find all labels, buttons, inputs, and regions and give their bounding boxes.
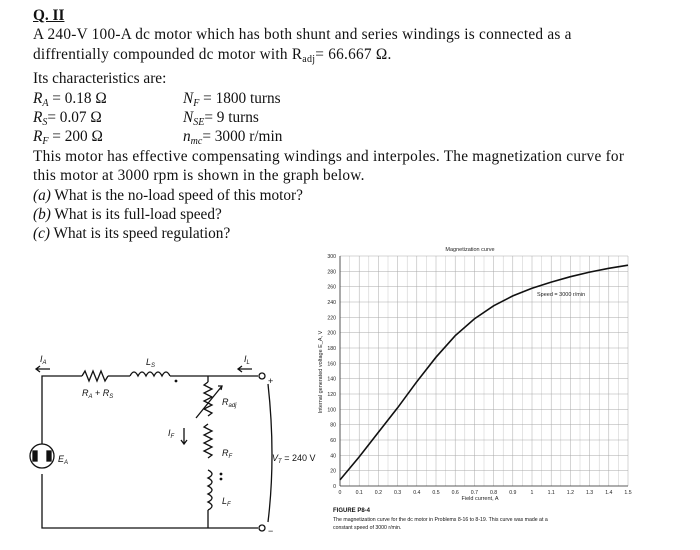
chart-title: Magnetization curve	[445, 247, 495, 253]
plus-terminal-label: +	[268, 376, 274, 386]
param-ra: $R_A = 0.18$ Ω	[33, 89, 107, 109]
if-label: $I_F$	[168, 428, 175, 440]
y-tick-label: 280	[327, 269, 336, 276]
y-tick-label: 20	[330, 468, 336, 475]
characteristics-label: Its characteristics are:	[33, 70, 167, 88]
minus-terminal-label: −	[268, 526, 274, 536]
figure-caption-line-1: The magnetization curve for the dc motor in Problems 8-16 to 8-19. This curve was made at a	[333, 517, 548, 523]
y-tick-label: 180	[327, 346, 336, 352]
param-rf: $R_F = 200$ Ω	[33, 128, 103, 148]
x-tick-label: 1.4	[605, 490, 613, 496]
x-tick-label: 0	[338, 490, 342, 496]
ia-label: $I_A$	[40, 354, 47, 366]
resistors-label: $R_A + R_S$	[82, 388, 114, 400]
x-tick-label: 1.2	[566, 490, 575, 496]
figure-caption-title: FIGURE P8-4	[333, 508, 371, 514]
chart-ylabel: Internal generated voltage E_A, V	[318, 330, 324, 414]
x-tick-label: 0.1	[355, 490, 363, 496]
ea-label: $E_A$	[58, 454, 69, 466]
param-rs: $R_S= 0.07$ Ω	[33, 109, 102, 129]
y-tick-label: 100	[327, 407, 336, 414]
x-tick-label: 0.8	[489, 490, 498, 496]
y-tick-label: 60	[330, 438, 336, 444]
y-tick-label: 300	[327, 254, 336, 260]
x-tick-label: 0.3	[393, 490, 402, 496]
y-tick-label: 200	[327, 330, 336, 337]
intro-line-2-text: diffrentially compounded dc motor with R	[33, 45, 303, 63]
body-line-1: This motor has effective compensating windings and interpoles. The magnetization curve for	[33, 147, 625, 165]
x-tick-label: 0.7	[470, 490, 479, 496]
intro-line-1: A 240-V 100-A dc motor which has both shunt and series windings is connected as a	[33, 26, 572, 44]
ls-label: $L_S$	[146, 357, 156, 369]
y-tick-label: 260	[327, 284, 336, 291]
chart-grid	[340, 256, 628, 486]
y-tick-label: 220	[327, 315, 336, 322]
x-tick-label: 0.6	[451, 490, 459, 496]
vt-label: $V_T = 240$ V	[272, 453, 316, 465]
x-tick-label: 0.9	[509, 490, 517, 496]
radj-value: = 66.667 Ω.	[315, 45, 392, 63]
lf-label: $L_F$	[222, 496, 231, 508]
x-tick-label: 0.2	[374, 490, 383, 496]
y-tick-label: 160	[327, 361, 336, 368]
x-tick-label: 1.5	[624, 490, 632, 496]
il-label: $I_L$	[244, 354, 250, 366]
part-c: (c) What is its speed regulation?	[33, 225, 231, 243]
x-tick-label: 0.5	[432, 490, 440, 496]
y-tick-label: 140	[327, 376, 336, 383]
y-tick-label: 0	[333, 484, 336, 490]
part-a: (a) What is the no-load speed of this motor?	[33, 186, 303, 204]
radj-label: $R_{adj}$	[222, 397, 237, 409]
y-tick-label: 80	[330, 422, 336, 429]
param-nse: $N_{SE}= 9$ turns	[183, 109, 259, 129]
chart-xlabel: Field current, A	[461, 496, 499, 502]
body-line-2: this motor at 3000 rpm is shown in the graph below.	[33, 167, 365, 185]
param-nf: $N_F = 1800$ turns	[183, 89, 281, 109]
x-tick-label: 0.4	[413, 490, 421, 496]
chart-annotation: Speed = 3000 r/min	[537, 292, 586, 298]
x-tick-label: 1.3	[585, 490, 594, 496]
x-tick-label: 1.1	[547, 490, 555, 496]
question-title: Q. II	[33, 7, 65, 24]
x-tick-label: 1	[530, 490, 534, 496]
param-nmc: $n_{mc}= 3000$ r/min	[183, 128, 283, 148]
rf-label: $R_F$	[222, 448, 233, 460]
chart-tick-labels	[327, 254, 631, 496]
y-tick-label: 240	[327, 300, 336, 306]
y-tick-label: 40	[330, 453, 336, 460]
y-tick-label: 120	[327, 392, 336, 398]
part-b: (b) What is its full-load speed?	[33, 206, 222, 224]
radj-subscript: adj	[302, 53, 316, 65]
figure-caption-line-2: constant speed of 3000 r/min.	[333, 525, 402, 531]
